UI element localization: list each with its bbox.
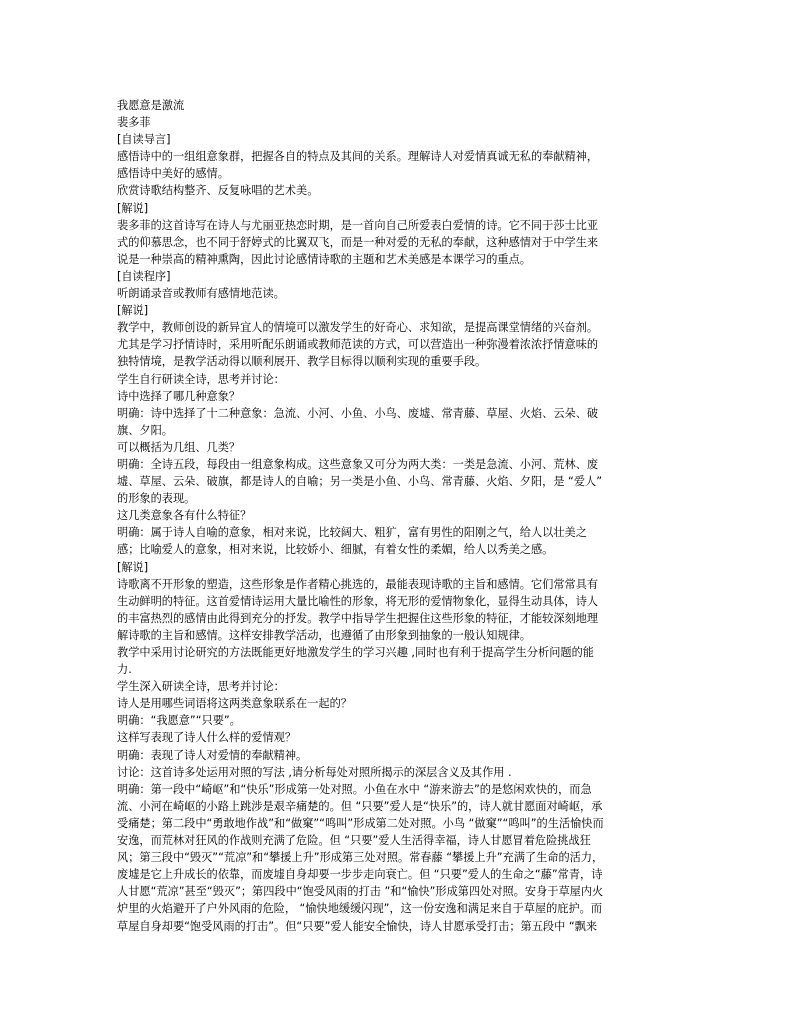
text-line: 感；比喻爱人的意象，相对来说，比较娇小、细腻，有着女性的柔媚，给人以秀美之感。 — [117, 543, 554, 557]
text-line: 人甘愿“荒凉”甚至“毁灭”；第四段中“饱受风雨的打击 ”和“愉快”形成第四处对照。安身于草屋内火 — [117, 885, 604, 899]
text-line: 这样写表现了诗人什么样的爱情观？ — [117, 731, 297, 745]
text-line: [解说] — [117, 201, 149, 215]
text-line: 炉里的火焰避开了户外风雨的危险， “愉快地缓缓闪现”，这一份安逸和满足来自于草屋的庇护。而 — [117, 902, 603, 916]
text-line: 明确：“我愿意”“只要”。 — [117, 714, 241, 728]
text-line: 受痛楚；第二段中“勇敢地作战”和“做窠”“鸣叫”形成第二处对照。小鸟 “做窠”“鸣叫”的生活愉快而 — [117, 816, 604, 830]
text-line: 诗人是用哪些词语将这两类意象联系在一起的？ — [117, 697, 352, 711]
text-line: 听朗诵录音或教师有感情地范读。 — [117, 287, 285, 301]
text-line: 尤其是学习抒情诗时，采用听配乐朗诵或教师范读的方式，可以营造出一种弥漫着浓浓抒情意味的 — [117, 338, 599, 352]
document-body — [117, 97, 677, 935]
text-line: 学生深入研读全诗，思考并讨论： — [117, 680, 285, 694]
text-line: 的形象的表现。 — [117, 492, 196, 506]
text-line: [解说] — [117, 304, 149, 318]
text-line: 旗、夕阳。 — [117, 423, 173, 437]
text-line: 明确：诗中选择了十二种意象：急流、小河、小鱼、小鸟、废墟、常青藤、草屋、火焰、云朵、破 — [117, 406, 599, 420]
text-line: 独特情境，是教学活动得以顺利展开、教学目标得以顺利实现的重要手段。 — [117, 355, 487, 369]
text-line: 废墟是它上升成长的依靠，而废墟自身却要一步步走向衰亡。但 “只要”爱人的生命之“藤”常青，诗 — [117, 868, 603, 882]
text-line: [自读程序] — [117, 269, 171, 283]
text-line: 裴多菲的这首诗写在诗人与尤丽亚热恋时期，是一首向自己所爱表白爱情的诗。它不同于莎士比亚 — [117, 218, 599, 232]
text-line: 裴多菲 — [117, 116, 151, 130]
text-line: [自读导言] — [117, 133, 171, 147]
text-line: 的丰富热烈的感情由此得到充分的抒发。教学中指导学生把握住这些形象的特征，才能较深刻地理 — [117, 611, 599, 625]
text-line: 讨论：这首诗多处运用对照的写法 ,请分析每处对照所揭示的深层含义及其作用 . — [117, 765, 512, 779]
text-line: 教学中采用讨论研究的方法既能更好地激发学生的学习兴趣 ,同时也有利于提高学生分析问题的能 — [117, 646, 594, 659]
text-line: 明确：表现了诗人对爱情的奉献精神。 — [117, 748, 308, 762]
text-line: 解诗歌的主旨和感情。这样安排教学活动，也遵循了由形象到抽象的一般认知规律。 — [117, 628, 531, 642]
text-line: 欣赏诗歌结构整齐、反复咏唱的艺术美。 — [117, 184, 319, 198]
text-line: 说是一种崇高的精神熏陶，因此讨论感情诗歌的主题和艺术美感是本课学习的重点。 — [117, 252, 531, 266]
text-line: 风；第三段中“毁灭”“荒凉”和“攀援上升”形成第三处对照。常春藤 “攀援上升”充满了生命的活力， — [117, 851, 604, 865]
text-line: 可以概括为几组、几类？ — [117, 440, 241, 454]
text-line: 生动鲜明的特征。这首爱情诗运用大量比喻性的形象，将无形的爱情物象化，显得生动具体，诗人 — [117, 594, 599, 608]
text-line: 明确：第一段中“崎岖”和“快乐”形成第一处对照。小鱼在水中 “游来游去”的是悠闲欢快的，而急 — [117, 782, 592, 796]
text-line: 明确：全诗五段，每段由一组意象构成。这些意象又可分为两大类：一类是急流、小河、荒林、废 — [117, 457, 599, 471]
text-line: 教学中，教师创设的新异宜人的情境可以激发学生的好奇心、求知欲，是提高课堂情绪的兴奋剂。 — [117, 321, 599, 335]
text-line: 式的仰慕思念，也不同于舒婷式的比翼双飞，而是一种对爱的无私的奉献，这种感情对于中学生来 — [117, 235, 599, 249]
text-line: 这几类意象各有什么特征？ — [117, 509, 252, 523]
text-line: 学生自行研读全诗，思考并讨论： — [117, 372, 285, 386]
text-line: 草屋自身却要“饱受风雨的打击”。但“只要”爱人能安全愉快，诗人甘愿承受打击；第五段中 “飘来 — [117, 919, 598, 933]
text-line: [解说] — [117, 560, 149, 574]
text-line: 感悟诗中的一组组意象群，把握各自的特点及其间的关系。理解诗人对爱情真诚无私的奉献精神， — [117, 150, 599, 164]
text-line: 诗歌离不开形象的塑造，这些形象是作者精心挑选的，最能表现诗歌的主旨和感情。它们常常具有 — [117, 577, 599, 591]
text-line: 墟、草屋、云朵、破旗，都是诗人的自喻；另一类是小鱼、小鸟、常青藤、火焰、夕阳，是 “爱人” — [117, 475, 603, 489]
text-line: 力. — [117, 663, 132, 677]
text-line: 明确：属于诗人自喻的意象，相对来说，比较阔大、粗犷，富有男性的阳刚之气，给人以壮美之 — [117, 526, 587, 540]
text-line: 感悟诗中美好的感情。 — [117, 167, 229, 181]
text-line: 安逸，而荒林对狂风的作战则充满了危险。但 “只要”爱人生活得幸福，诗人甘愿冒着危险挑战狂 — [117, 834, 591, 848]
text-line: 流、小河在崎岖的小路上跳涉是艰辛痛楚的。但 “只要”爱人是“快乐”的，诗人就甘愿面对崎岖，承 — [117, 799, 603, 813]
text-line: 我愿意是激流 — [117, 99, 185, 112]
text-line: 诗中选择了哪几种意象？ — [117, 389, 241, 403]
